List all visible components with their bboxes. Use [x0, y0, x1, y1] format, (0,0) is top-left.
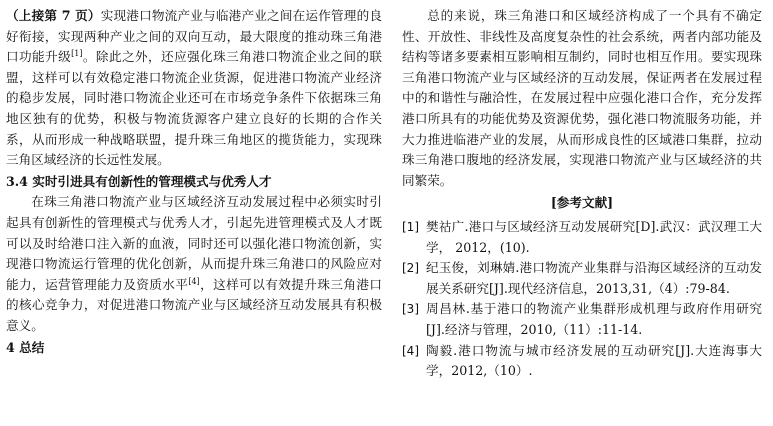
reference-number: [2] — [402, 261, 419, 276]
reference-text: 周昌林.基于港口的物流产业集群形成机理与政府作用研究[J].经济与管理，2010,（11）:11-14. — [426, 301, 762, 337]
references-title: [参考文献] — [550, 195, 614, 211]
paragraph-port-industry-alliance — [6, 6, 382, 171]
reference-number: [4] — [402, 343, 419, 358]
reference-number: [3] — [402, 302, 419, 317]
reference-item — [402, 217, 762, 258]
paragraph-text: 总的来说，珠三角港口和区域经济构成了一个具有不确定性、开放性、非线性及高度复杂性的社会系统，两者内部功能及结构等诸多要素相互影响相互制约，同时也相互作用。 — [402, 8, 762, 65]
paragraph-text: 实现港口物流产业与临港产业之间在运作管理的良好衔接，实现两种产业之间的双向互动，最大限度的推动珠三角港口功能升级 — [6, 8, 382, 65]
reference-text: 樊祜广.港口与区域经济互动发展研究[D].武汉：武汉理工大学， 2012，(10). — [426, 218, 762, 255]
continued-from-label: （上接第 7 页） — [6, 8, 101, 23]
paragraph-text: 在珠三角港口物流产业与区域经济互动发展过程中必须实时引起具有创新性的管理模式与优秀人才，引起先进管理模式及人才既可以及时给港口注入新的血液，同时还可以强化港口物流创新，实现港口物流运行管理的优化创新，从而提升珠三角港口的风险应对能力，运营管理能力及资质水平 — [6, 194, 382, 292]
paragraph-innovative-management — [6, 192, 382, 336]
paragraph-conclusion — [402, 6, 762, 191]
reference-item — [402, 299, 762, 340]
citation-marker: [4] — [188, 276, 200, 286]
left-column — [6, 6, 382, 358]
reference-text: 纪玉俊，刘琳婧.港口物流产业集群与沿海区域经济的互动发展关系研究[J].现代经济信息，2013,31,（4）:79-84. — [426, 260, 762, 296]
paragraph-text: 。除此之外，还应强化珠三角港口物流企业之间的联盟，这样可以有效稳定港口物流企业货源，促进港口物流产业经济的稳步发展，同时港口物流企业还可在市场竞争条件下依据珠三角地区独有的优势，积极与物流货源客户建立良好的长期的合作关系，从而形成一种战略联盟，提升珠三角地区的揽货能力，实现珠三角区域经济的长远性发展。 — [6, 49, 383, 168]
right-column — [402, 6, 762, 382]
reference-item — [402, 341, 762, 382]
section-heading-3-4: 3.4 实时引进具有创新性的管理模式与优秀人才 — [6, 173, 272, 189]
reference-item — [402, 258, 762, 299]
paragraph-text: ，这样可以有效提升珠三角港口的核心竞争力，对促进港口物流产业与区域经济互动发展具有积极意义。 — [6, 276, 382, 333]
reference-text: 陶毅.港口物流与城市经济发展的互动研究[J].大连海事大学，2012,（10）. — [426, 342, 762, 379]
paragraph-text: 要实现珠三角港口物流产业与区域经济的互动发展，保证两者在发展过程中的和谐性与融洽性，在发展过程中应强化港口合作，充分发挥港口所具有的功能优势及资源优势，强化港口物流服务功能，并大力推进临港产业的发展，从而形成良性的区域港口集群，拉动珠三角港口腹地的经济发展，实现港口物流产业与区域经济的共同繁荣。 — [402, 49, 763, 188]
citation-marker: [1] — [71, 49, 83, 58]
references-list — [402, 217, 762, 382]
section-heading-4: 4 总结 — [6, 339, 45, 355]
reference-number: [1] — [402, 219, 419, 234]
